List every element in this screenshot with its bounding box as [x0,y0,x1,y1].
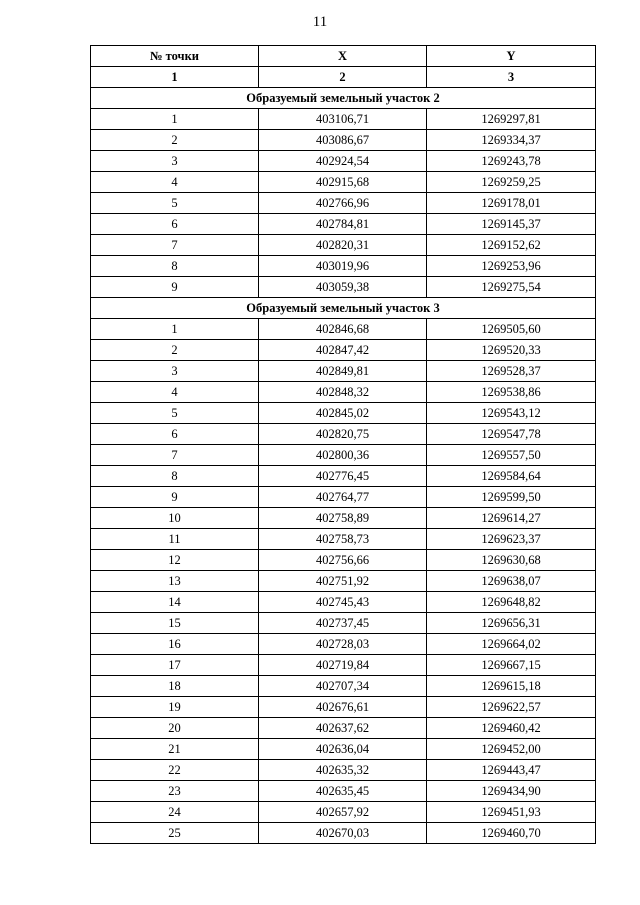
point-number-cell: 5 [91,193,259,214]
point-number-cell: 6 [91,424,259,445]
x-coordinate-cell: 402758,89 [259,508,427,529]
table-row [91,277,596,298]
point-number-cell: 24 [91,802,259,823]
point-number-cell: 5 [91,403,259,424]
point-number-cell: 16 [91,634,259,655]
point-number-cell: 4 [91,172,259,193]
table-row [91,109,596,130]
y-coordinate-cell: 1269178,01 [427,193,596,214]
table-row [91,151,596,172]
coordinates-table-body [91,46,596,844]
point-number-cell: 22 [91,760,259,781]
x-coordinate-cell: 402848,32 [259,382,427,403]
x-coordinate-cell: 402670,03 [259,823,427,844]
y-coordinate-cell: 1269664,02 [427,634,596,655]
y-coordinate-cell: 1269253,96 [427,256,596,277]
table-row [91,718,596,739]
point-number-cell: 11 [91,529,259,550]
y-coordinate-cell: 1269538,86 [427,382,596,403]
point-number-cell: 20 [91,718,259,739]
point-number-cell: 2 [91,340,259,361]
header-row [91,46,596,67]
table-row [91,571,596,592]
y-coordinate-cell: 1269443,47 [427,760,596,781]
y-coordinate-cell: 1269297,81 [427,109,596,130]
point-number-cell: 6 [91,214,259,235]
table-row [91,739,596,760]
table-row [91,172,596,193]
table-row [91,697,596,718]
section-title-row [91,298,596,319]
x-coordinate-cell: 402849,81 [259,361,427,382]
table-row [91,193,596,214]
table-row [91,361,596,382]
header-y: Y [427,46,596,67]
point-number-cell: 9 [91,487,259,508]
point-number-cell: 13 [91,571,259,592]
table-row [91,823,596,844]
point-number-cell: 9 [91,277,259,298]
point-number-cell: 7 [91,445,259,466]
y-coordinate-cell: 1269557,50 [427,445,596,466]
y-coordinate-cell: 1269275,54 [427,277,596,298]
y-coordinate-cell: 1269528,37 [427,361,596,382]
y-coordinate-cell: 1269152,62 [427,235,596,256]
point-number-cell: 18 [91,676,259,697]
point-number-cell: 23 [91,781,259,802]
table-row [91,487,596,508]
section-title: Образуемый земельный участок 2 [91,88,596,109]
x-coordinate-cell: 402845,02 [259,403,427,424]
coordinates-table [90,45,596,844]
x-coordinate-cell: 402784,81 [259,214,427,235]
column-number-3: 3 [427,67,596,88]
point-number-cell: 25 [91,823,259,844]
y-coordinate-cell: 1269614,27 [427,508,596,529]
table-row [91,340,596,361]
x-coordinate-cell: 402635,45 [259,781,427,802]
x-coordinate-cell: 402707,34 [259,676,427,697]
y-coordinate-cell: 1269667,15 [427,655,596,676]
table-row [91,466,596,487]
table-row [91,214,596,235]
x-coordinate-cell: 402764,77 [259,487,427,508]
x-coordinate-cell: 402737,45 [259,613,427,634]
y-coordinate-cell: 1269520,33 [427,340,596,361]
x-coordinate-cell: 403086,67 [259,130,427,151]
x-coordinate-cell: 402635,32 [259,760,427,781]
point-number-cell: 4 [91,382,259,403]
point-number-cell: 2 [91,130,259,151]
point-number-cell: 3 [91,151,259,172]
x-coordinate-cell: 402745,43 [259,592,427,613]
table-row [91,655,596,676]
y-coordinate-cell: 1269622,57 [427,697,596,718]
point-number-cell: 12 [91,550,259,571]
table-row [91,424,596,445]
x-coordinate-cell: 402766,96 [259,193,427,214]
x-coordinate-cell: 403059,38 [259,277,427,298]
x-coordinate-cell: 402800,36 [259,445,427,466]
point-number-cell: 3 [91,361,259,382]
x-coordinate-cell: 402756,66 [259,550,427,571]
x-coordinate-cell: 402719,84 [259,655,427,676]
table-row [91,403,596,424]
x-coordinate-cell: 402924,54 [259,151,427,172]
point-number-cell: 8 [91,466,259,487]
y-coordinate-cell: 1269145,37 [427,214,596,235]
section-title-row [91,88,596,109]
x-coordinate-cell: 403019,96 [259,256,427,277]
y-coordinate-cell: 1269656,31 [427,613,596,634]
y-coordinate-cell: 1269452,00 [427,739,596,760]
table-row [91,676,596,697]
point-number-cell: 10 [91,508,259,529]
point-number-cell: 14 [91,592,259,613]
y-coordinate-cell: 1269615,18 [427,676,596,697]
x-coordinate-cell: 402820,31 [259,235,427,256]
column-number-2: 2 [259,67,427,88]
y-coordinate-cell: 1269547,78 [427,424,596,445]
y-coordinate-cell: 1269460,70 [427,823,596,844]
point-number-cell: 21 [91,739,259,760]
point-number-cell: 15 [91,613,259,634]
table-row [91,508,596,529]
section-title: Образуемый земельный участок 3 [91,298,596,319]
x-coordinate-cell: 402776,45 [259,466,427,487]
y-coordinate-cell: 1269259,25 [427,172,596,193]
point-number-cell: 7 [91,235,259,256]
x-coordinate-cell: 402728,03 [259,634,427,655]
y-coordinate-cell: 1269599,50 [427,487,596,508]
table-row [91,613,596,634]
x-coordinate-cell: 402820,75 [259,424,427,445]
table-row [91,256,596,277]
table-row [91,592,596,613]
table-row [91,550,596,571]
y-coordinate-cell: 1269505,60 [427,319,596,340]
x-coordinate-cell: 402676,61 [259,697,427,718]
table-row [91,130,596,151]
y-coordinate-cell: 1269243,78 [427,151,596,172]
y-coordinate-cell: 1269584,64 [427,466,596,487]
y-coordinate-cell: 1269451,93 [427,802,596,823]
table-row [91,445,596,466]
column-number-row [91,67,596,88]
point-number-cell: 1 [91,319,259,340]
table-row [91,760,596,781]
x-coordinate-cell: 402637,62 [259,718,427,739]
header-point-number: № точки [91,46,259,67]
y-coordinate-cell: 1269334,37 [427,130,596,151]
y-coordinate-cell: 1269460,42 [427,718,596,739]
point-number-cell: 17 [91,655,259,676]
point-number-cell: 1 [91,109,259,130]
page-number: 11 [312,14,328,30]
x-coordinate-cell: 402915,68 [259,172,427,193]
table-row [91,235,596,256]
table-row [91,319,596,340]
y-coordinate-cell: 1269543,12 [427,403,596,424]
y-coordinate-cell: 1269434,90 [427,781,596,802]
y-coordinate-cell: 1269630,68 [427,550,596,571]
x-coordinate-cell: 402636,04 [259,739,427,760]
x-coordinate-cell: 402846,68 [259,319,427,340]
y-coordinate-cell: 1269638,07 [427,571,596,592]
column-number-1: 1 [91,67,259,88]
header-x: X [259,46,427,67]
y-coordinate-cell: 1269648,82 [427,592,596,613]
x-coordinate-cell: 403106,71 [259,109,427,130]
table-row [91,382,596,403]
x-coordinate-cell: 402751,92 [259,571,427,592]
x-coordinate-cell: 402758,73 [259,529,427,550]
point-number-cell: 8 [91,256,259,277]
point-number-cell: 19 [91,697,259,718]
table-row [91,781,596,802]
y-coordinate-cell: 1269623,37 [427,529,596,550]
table-row [91,802,596,823]
x-coordinate-cell: 402657,92 [259,802,427,823]
x-coordinate-cell: 402847,42 [259,340,427,361]
table-row [91,529,596,550]
table-row [91,634,596,655]
